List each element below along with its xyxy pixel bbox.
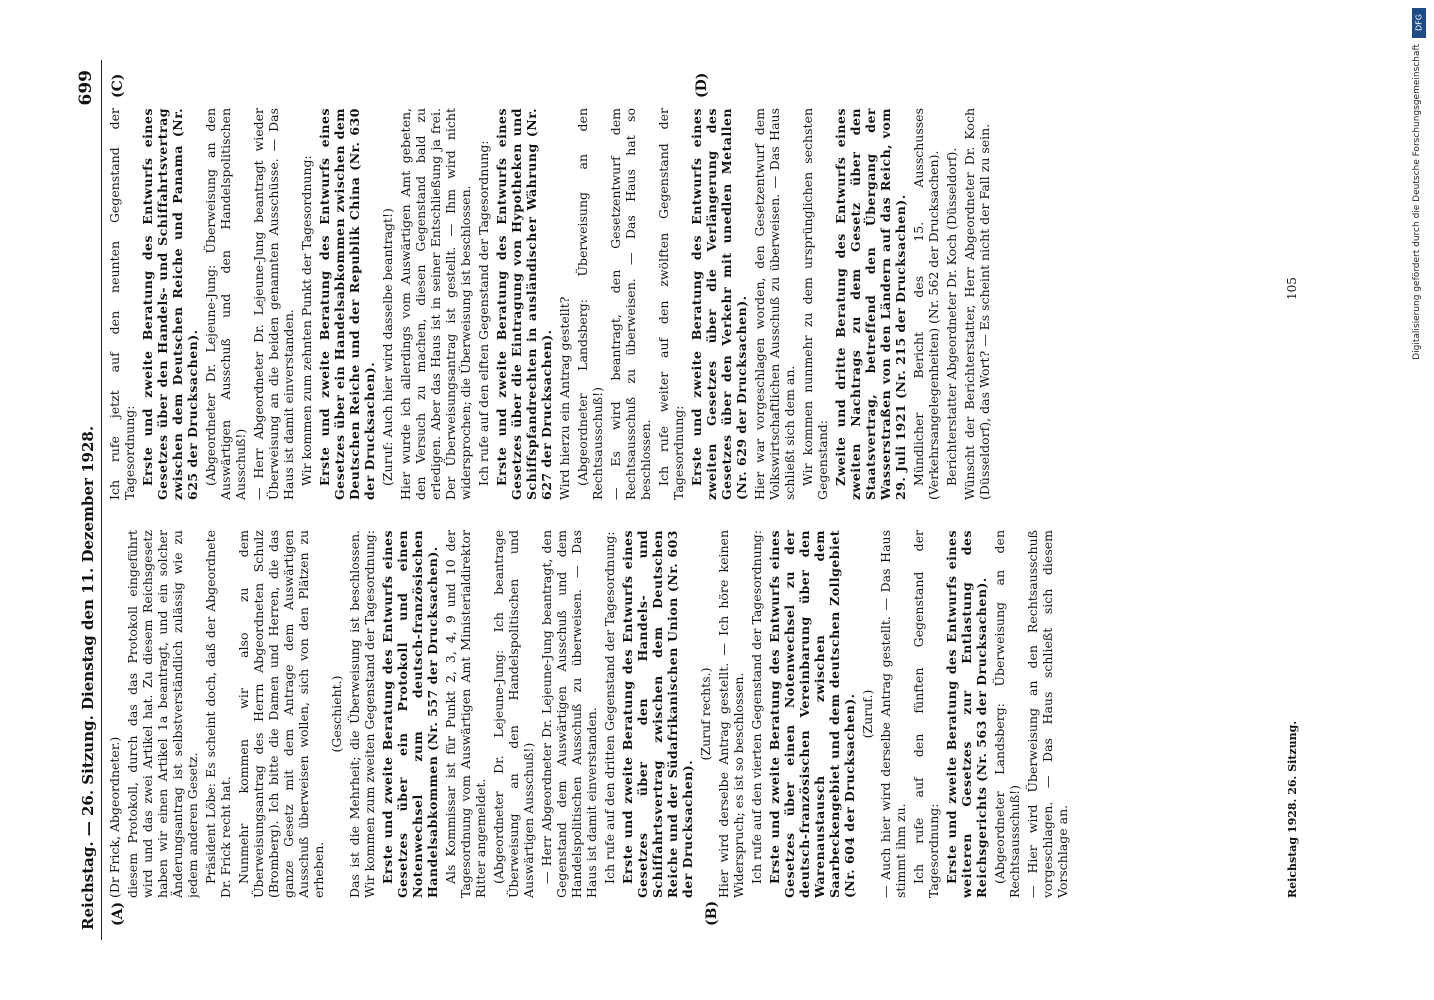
stage-direction: (Zuruf.) — [860, 689, 875, 739]
agenda-item: Zweite und dritte Beratung des Entwurfs eines zweiten Nachtrags zu dem Gesetz über den Staatsvertrag, betreffend den Übergang der Wasserstraßen von den Ländern auf das Reich, vom 29. Juli 1921 (Nr. 215 der Drucksachen). — [833, 108, 908, 500]
paragraph: Ich rufe auf den fünften Gegenstand der Tagesordnung: — [911, 530, 941, 898]
paragraph: Hier war vorgeschlagen worden, den Gesetzentwurf dem Volkswirtschaftlichen Ausschuß zu überweisen. — Das Haus schließt sich dem an. — [752, 108, 797, 500]
paragraph: — Herr Abgeordneter Dr. Lejeune-Jung beantragt, den Gegenstand dem Auswärtigen Ausschuß und dem Handelspolitischen Ausschuß zu überweisen. — Das Haus ist damit einverstanden. — [539, 530, 599, 898]
paragraph: diesem Protokoll, durch das das Protokoll eingeführt wird und das zwei Artikel hat. Zu diesem Reichsgesetz haben wir einen Artikel 1a beantragt, und ein solcher Änderungsantrag ist selbstverständlich zulässig wie zu jedem anderen Gesetz. — [125, 530, 200, 898]
footer-page-number: 105 — [1285, 277, 1299, 300]
paragraph: Mündlicher Bericht des 15. Ausschusses (Verkehrsangelegenheiten) (Nr. 562 der Drucksachen). — [911, 108, 941, 500]
dfg-logo-icon: DFG — [1412, 8, 1426, 38]
paragraph: Wird hierzu ein Antrag gestellt? — [557, 296, 572, 500]
agenda-item: Erste und zweite Beratung des Entwurfs eines Gesetzes über ein Handelsabkommen zwischen dem Deutschen Reiche und der Republik China (Nr. 630 der Drucksachen). — [317, 108, 377, 500]
interjection: (Abgeordneter Dr. Lejeune-Jung: Ich beantrage Überweisung an den Handelspolitischen und Auswärtigen Ausschuß!) — [491, 530, 536, 898]
paragraph: Das ist die Mehrheit; die Überweisung ist beschlossen. Wir kommen zum zweiten Gegenstand der Tagesordnung: — [347, 530, 377, 898]
paragraph: — Herr Abgeordneter Dr. Lejeune-Jung beantragt wieder Überweisung an die beiden genannten Ausschüsse. — Das Haus ist damit einverstanden. — [251, 108, 296, 500]
footer-left: Reichstag 1928. 26. Sitzung. — [1286, 720, 1299, 898]
paragraph: Ich rufe weiter auf den zwölften Gegenstand der Tagesordnung: — [656, 108, 686, 500]
paragraph: Präsident Löbe: Es scheint doch, daß der Abgeordnete Dr. Frick recht hat. — [203, 530, 233, 898]
paragraph: Als Kommissar ist für Punkt 2, 3, 4, 9 und 10 der Tagesordnung vom Auswärtigen Amt Ministerialdirektor Ritter angemeldet. — [443, 530, 488, 898]
margin-marker-c: (C) — [110, 73, 126, 98]
interjection: (Abgeordneter Landsberg: Überweisung an den Rechtsausschuß!) — [575, 108, 605, 500]
paragraph: Ich rufe auf den vierten Gegenstand der Tagesordnung: — [749, 530, 764, 884]
interjection: (Abgeordneter Landsberg: Überweisung an den Rechtsausschuß!) — [992, 530, 1022, 898]
text-column-right — [107, 108, 1277, 500]
paragraph: Wünscht der Berichterstatter, Herr Abgeordneter Dr. Koch (Düsseldorf), das Wort? — Es scheint nicht der Fall zu sein. — [962, 108, 992, 500]
interjection: (Abgeordneter Dr. Lejeune-Jung: Überweisung an den Auswärtigen Ausschuß und den Handelspolitischen Ausschuß!) — [203, 108, 248, 500]
interjection: (Zuruf: Auch hier wird dasselbe beantragt!) — [380, 208, 395, 486]
dfg-watermark — [1410, 8, 1428, 388]
margin-marker-b: (B) — [704, 900, 720, 926]
page-number: 699 — [76, 70, 96, 106]
text-column-left — [107, 530, 1277, 898]
paragraph: Hier wird derselbe Antrag gestellt. — Ich höre keinen Widerspruch; es ist so beschlossen. — [716, 530, 746, 898]
paragraph: — Auch hier wird derselbe Antrag gestellt. — Das Haus stimmt ihm zu. — [878, 530, 908, 898]
paragraph: — Es wird beantragt, den Gesetzentwurf dem Rechtsausschuß zu überweisen. — Das Haus hat so beschlossen. — [608, 108, 653, 500]
rotated-page — [75, 60, 1315, 940]
agenda-item: Erste und zweite Beratung des Entwurfs eines zweiten Gesetzes über die Verlängerung des Gesetzes über den Verkehr mit unedlen Metallen (Nr. 629 der Drucksachen). — [689, 108, 749, 500]
stage-direction: (Zuruf rechts.) — [698, 667, 713, 761]
dfg-credit: Digitalisierung gefördert durch die Deutsche Forschungsgemeinschaft — [1412, 44, 1422, 360]
paragraph: Berichterstatter Abgeordneter Dr. Koch (Düsseldorf). — [944, 147, 959, 486]
agenda-item: Erste und zweite Beratung des Entwurfs eines Gesetzes über ein Protokoll und einen Notenwechsel zum deutsch-französischen Handelsabkommen (Nr. 557 der Drucksachen). — [380, 530, 440, 898]
agenda-item: Erste und zweite Beratung des Entwurfs eines weiteren Gesetzes zur Entlastung des Reichsgerichts (Nr. 563 der Drucksachen). — [944, 530, 989, 898]
header-title: Reichstag. — 26. Sitzung. Dienstag den 11. Dezember 1928. — [79, 425, 97, 930]
paragraph: (Dr Frick, Abgeordneter.) — [107, 736, 122, 898]
paragraph: Ich rufe auf den elften Gegenstand der Tagesordnung: — [476, 140, 491, 486]
agenda-item: Erste und zweite Beratung des Entwurfs eines Gesetzes über den Handels- und Schiffahrtsvertrag zwischen dem Deutschen Reiche und Panama (Nr. 625 der Drucksachen). — [140, 108, 200, 500]
agenda-item: Erste und zweite Beratung des Entwurfs eines Gesetzes über einen Notenwechsel zu der deutsch-französischen Vereinbarung über den Warenaustausch zwischen dem Saarbeckengebiet und dem deutschen Zollgebiet (Nr. 604 der Drucksachen). — [767, 530, 857, 898]
agenda-item: Erste und zweite Beratung des Entwurfs eines Gesetzes über die Eintragung von Hypotheken und Schiffspfandrechten in ausländischer Währung (Nr. 627 der Drucksachen). — [494, 108, 554, 500]
margin-marker-d: (D) — [694, 72, 710, 98]
page-header — [76, 60, 102, 940]
agenda-item: Erste und zweite Beratung des Entwurfs eines Gesetzes über den Handels- und Schiffahrtsvertrag zwischen dem Deutschen Reiche und der Südafrikanischen Union (Nr. 603 der Drucksachen). — [620, 530, 695, 898]
stage-direction: (Geschieht.) — [329, 675, 344, 753]
paragraph: — Hier wird Überweisung an den Rechtsausschuß vorgeschlagen. — Das Haus schließt sich diesem Vorschlage an. — [1025, 530, 1070, 898]
paragraph: Wir kommen nunmehr zu dem ursprünglichen sechsten Gegenstand: — [800, 108, 830, 500]
margin-marker-a: (A) — [110, 901, 126, 926]
paragraph: Ich rufe jetzt auf den neunten Gegenstand der Tagesordnung: — [107, 108, 137, 500]
paragraph: Hier wurde ich allerdings vom Auswärtigen Amt gebeten, den Versuch zu machen, diesen Gegenstand bald zu erledigen. Aber das Haus ist in seiner Entschließung ja frei. Der Überweisungsantrag ist gestellt. — Ihm wird nicht widersprochen; die Überweisung ist beschlossen. — [398, 108, 473, 500]
paragraph: Ich rufe auf den dritten Gegenstand der Tagesordnung: — [602, 531, 617, 884]
paragraph: Wir kommen zum zehnten Punkt der Tagesordnung: — [299, 155, 314, 486]
paragraph: Nunmehr kommen wir also zu dem Überweisungsantrag des Herrn Abgeordneten Schulz (Bromberg). Ich bitte die Damen und Herren, die das ganze Gesetz mit dem Antrage dem Auswärtigen Ausschuß überweisen wollen, sich von den Plätzen zu erheben. — [236, 530, 326, 898]
